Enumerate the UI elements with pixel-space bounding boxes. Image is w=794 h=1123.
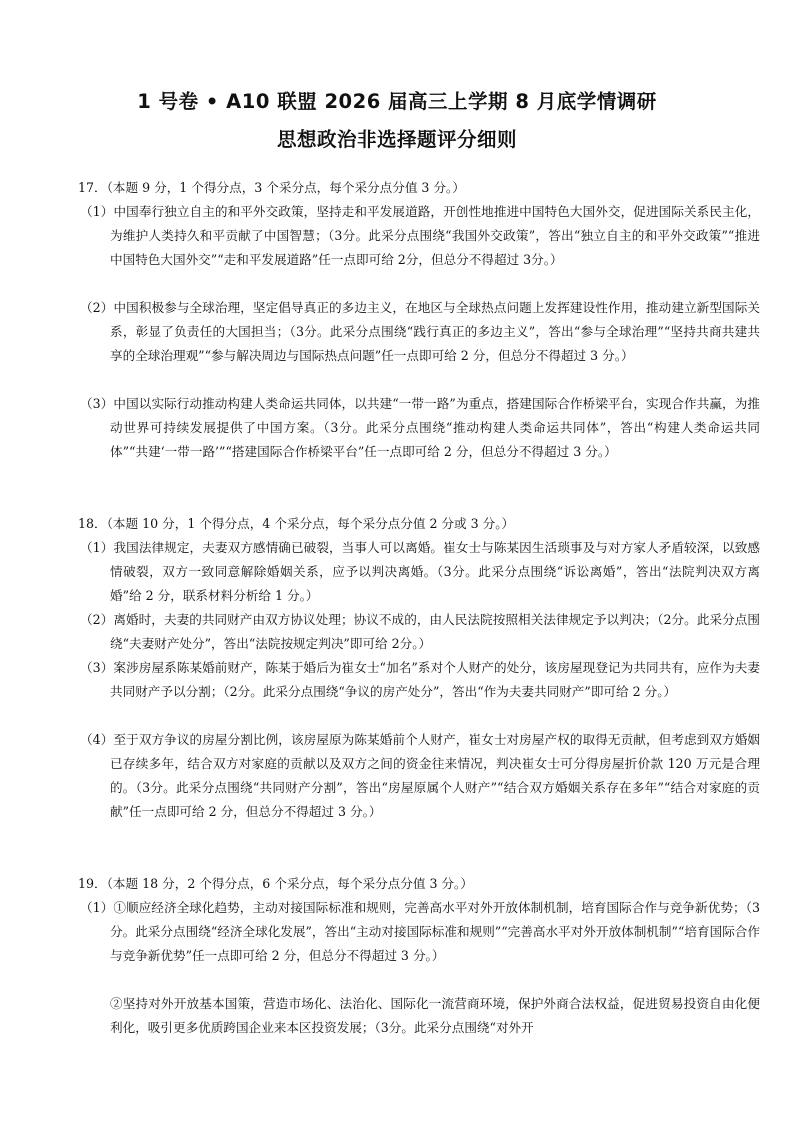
question-17-item-1: （1）中国奉行独立自主的和平外交政策，坚持走和平发展道路，开创性地推进中国特色大国外交，促进国际关系民主化，为维护人类持久和平贡献了中国智慧；（3分。此采分点围绕“我国外交政策”，答出“独立自主的和平外交政策”“推进中国特色大国外交”“走和平发展道路”任一点即可给 2分，但总分不得超过 3分。）: [80, 204, 760, 267]
question-17-header: 17．（本题 9 分，1 个得分点，3 个采分点，每个采分点分值 3 分。）: [78, 180, 465, 195]
question-18-header: 18．（本题 10 分，1 个得分点，4 个采分点，每个采分点分值 2 分或 3 分。）: [78, 516, 515, 531]
question-18-item-1: （1）我国法律规定，夫妻双方感情确已破裂，当事人可以离婚。崔女士与陈某因生活琐事及与对方家人矛盾较深，以致感情破裂，双方一致同意解除婚姻关系，应予以判决离婚。（3分。此采分点围绕“诉讼离婚”，答出“法院判决双方离婚”给 2 分，联系材料分析给 1 分。）: [80, 540, 760, 603]
question-19-item-1: （1）①顺应经济全球化趋势，主动对接国际标准和规则，完善高水平对外开放体制机制，培育国际合作与竞争新优势；（3分。此采分点围绕“经济全球化发展”，答出“主动对接国际标准和规则”“完善高水平对外开放体制机制”“培育国际合作与竞争新优势”任一点即可给 2 分，但总分不得超过 3 分。）: [80, 900, 760, 963]
question-17-item-2: （2）中国积极参与全球治理，坚定倡导真正的多边主义，在地区与全球热点问题上发挥建设性作用，推动建立新型国际关系，彰显了负责任的大国担当；（3分。此采分点围绕“践行真正的多边主义”，答出“参与全球治理”“坚持共商共建共享的全球治理观”“参与解决周边与国际热点问题”任一点即可给 2 分，但总分不得超过 3 分。）: [80, 300, 760, 363]
question-19-header: 19．（本题 18 分，2 个得分点，6 个采分点，每个采分点分值 3 分。）: [78, 876, 473, 891]
question-18-item-4: （4）至于双方争议的房屋分割比例，该房屋原为陈某婚前个人财产，崔女士对房屋产权的取得无贡献，但考虑到双方婚姻已存续多年，结合双方对家庭的贡献以及双方之间的资金往来情况，判决崔女士可分得房屋折价款 120 万元是合理的。（3分。此采分点围绕“共同财产分割”，答出“房屋原属个人财产”“结合双方婚姻关系存在多年”“结合对家庭的贡献”任一点即可给 2 分，但总分不得超过 3 分。）: [80, 732, 760, 819]
question-19-item-1-continued: ②坚持对外开放基本国策，营造市场化、法治化、国际化一流营商环境，保护外商合法权益，促进贸易投资自由化便利化，吸引更多优质跨国企业来本区投资发展；（3分。此采分点围绕“对外开: [110, 996, 760, 1035]
question-18-item-2: （2）离婚时，夫妻的共同财产由双方协议处理；协议不成的，由人民法院按照相关法律规定予以判决；（2分。此采分点围绕“夫妻财产处分”，答出“法院按规定判决”即可给 2分。）: [80, 612, 760, 651]
document-subtitle: 思想政治非选择题评分细则: [276, 128, 517, 151]
question-18-item-3: （3）案涉房屋系陈某婚前财产，陈某于婚后为崔女士“加名”系对个人财产的处分，该房屋现登记为共同共有，应作为夫妻共同财产予以分割；（2分。此采分点围绕“争议的房产处分”，答出“作为夫妻共同财产”即可给 2 分。）: [80, 660, 760, 699]
document-title: 1 号卷 • A10 联盟 2026 届高三上学期 8 月底学情调研: [137, 90, 657, 113]
question-17-item-3: （3）中国以实际行动推动构建人类命运共同体，以共建“一带一路”为重点，搭建国际合作桥梁平台，实现合作共赢，为推动世界可持续发展提供了中国方案。（3分。此采分点围绕“推动构建人类命运共同体”，答出“构建人类命运共同体”“共建‘一带一路’”“搭建国际合作桥梁平台”任一点即可给 2 分，但总分不得超过 3 分。）: [80, 396, 760, 459]
